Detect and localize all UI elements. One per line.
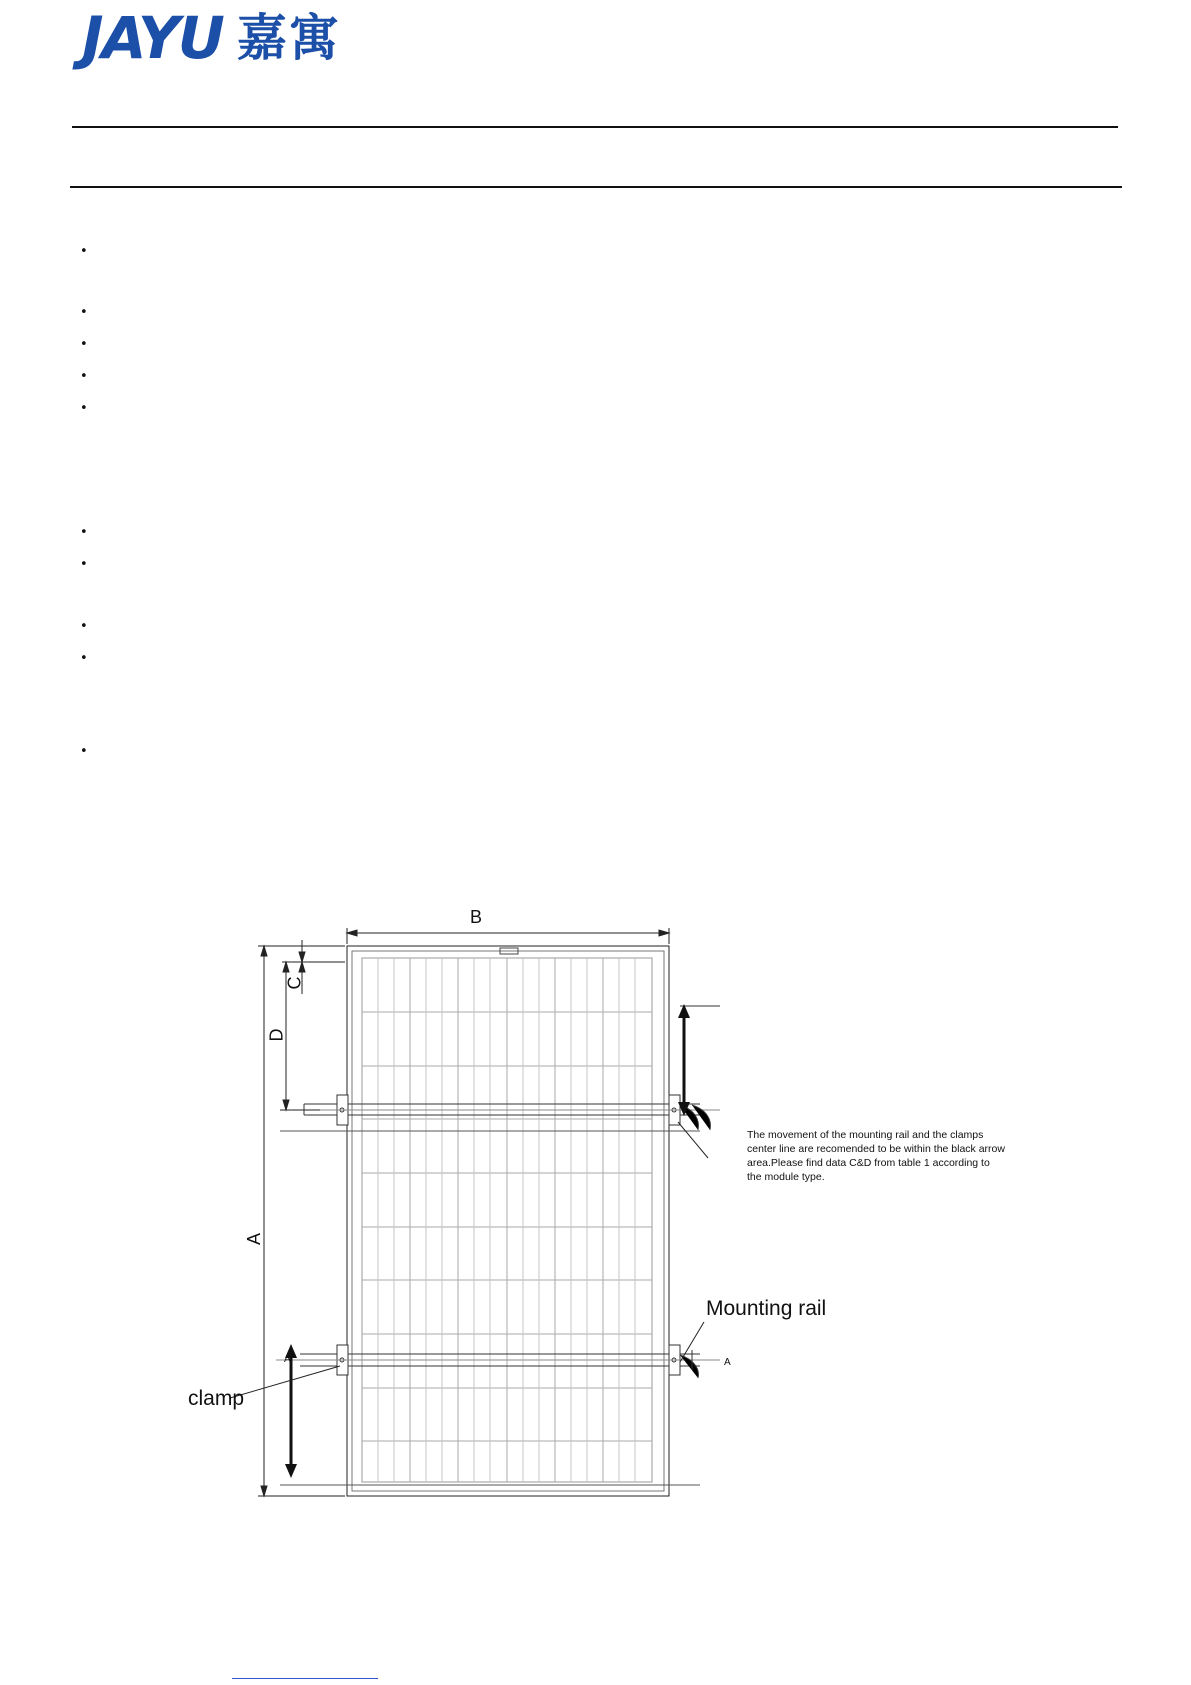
module-inner-frame <box>352 951 664 1491</box>
dimension-c-label: C <box>284 976 305 990</box>
bullet-marker: • <box>80 619 88 634</box>
company-logo <box>82 4 341 72</box>
cell-grid <box>362 958 652 1482</box>
bullet-marker: • <box>80 244 88 259</box>
bullet-marker: • <box>80 744 88 759</box>
bullet-marker: • <box>80 305 88 320</box>
clamp-callout: clamp <box>188 1387 245 1410</box>
clamp-leader <box>230 1366 340 1398</box>
dimension-d-label: D <box>266 1028 287 1042</box>
bullet-marker: • <box>80 369 88 384</box>
note-leader <box>678 1122 708 1158</box>
section-mark-left: A <box>284 1354 291 1365</box>
header-rule-bottom <box>70 186 1122 188</box>
bullet-marker: • <box>80 651 88 666</box>
section-mark-right: A <box>724 1357 731 1368</box>
dimension-c <box>298 940 345 994</box>
bullet-marker: • <box>80 337 88 352</box>
upper-mounting-rail <box>280 1006 720 1131</box>
mounting-note: The movement of the mounting rail and the clamps center line are recomended to be within the black arrow area.Please find data C&D from table 1 according to the module type. <box>747 1129 1005 1183</box>
module-drawing-svg <box>180 900 1020 1530</box>
bullet-marker: • <box>80 525 88 540</box>
bullet-marker: • <box>80 557 88 572</box>
dimension-b <box>347 928 669 944</box>
footer-link-underline[interactable] <box>232 1678 378 1679</box>
logo-chinese-name: 嘉寓 <box>236 9 341 67</box>
module-outer-frame <box>347 946 669 1496</box>
bullet-marker: • <box>80 401 88 416</box>
module-mounting-drawing <box>180 900 1020 1530</box>
mounting-rail-callout: Mounting rail <box>706 1297 827 1320</box>
header-rule-top <box>72 126 1118 128</box>
logo-wordmark: JAYU <box>82 4 223 72</box>
dimension-b-label: B <box>470 907 483 927</box>
lower-mounting-rail <box>276 1345 720 1485</box>
dimension-a-label: A <box>244 1232 265 1246</box>
